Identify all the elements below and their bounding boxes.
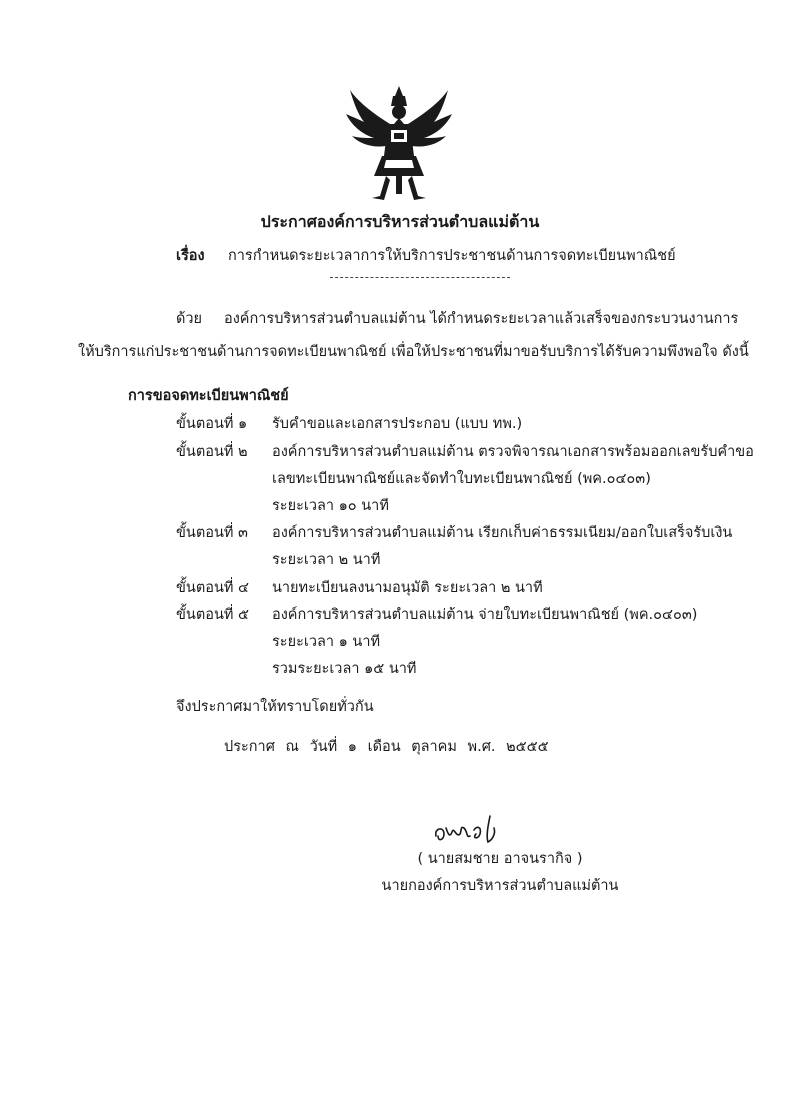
step-2-line-2: เลขทะเบียนพาณิชย์และจัดทำใบทะเบียนพาณิชย์ (พค.๐๔๐๓) xyxy=(272,471,651,487)
dashed-divider xyxy=(330,277,510,278)
closing-statement: จึงประกาศมาให้ทราบโดยทั่วกัน xyxy=(176,699,374,715)
step-2-line-3: ระยะเวลา ๑๐ นาที xyxy=(272,498,389,514)
subject-line xyxy=(176,244,676,267)
garuda-emblem-icon xyxy=(344,84,454,202)
step-5-line-1: องค์การบริหารส่วนตำบลแม่ต้าน จ่ายใบทะเบียนพาณิชย์ (พค.๐๔๐๓) xyxy=(272,607,698,623)
step-3-line-2: ระยะเวลา ๒ นาที xyxy=(272,552,381,568)
step-1-label: ขั้นตอนที่ ๑ xyxy=(176,416,248,432)
announcement-date: ประกาศ ณ วันที่ ๑ เดือน ตุลาคม พ.ศ. ๒๕๕๕ xyxy=(224,739,549,755)
intro-line-1-text: องค์การบริหารส่วนตำบลแม่ต้าน ได้กำหนดระยะเวลาแล้วเสร็จของกระบวนงานการ xyxy=(224,311,739,327)
subject-label: เรื่อง xyxy=(176,248,205,264)
step-5-line-3: รวมระยะเวลา ๑๕ นาที xyxy=(272,661,417,677)
step-4-line-1: นายทะเบียนลงนามอนุมัติ ระยะเวลา ๒ นาที xyxy=(272,580,543,596)
step-2-label: ขั้นตอนที่ ๒ xyxy=(176,444,248,460)
handwritten-signature xyxy=(430,808,530,848)
step-5-label: ขั้นตอนที่ ๕ xyxy=(176,607,250,623)
step-3-line-1: องค์การบริหารส่วนตำบลแม่ต้าน เรียกเก็บค่าธรรมเนียม/ออกใบเสร็จรับเงิน xyxy=(272,525,733,541)
intro-lead-word: ด้วย xyxy=(176,311,203,327)
signer-position: นายกองค์การบริหารส่วนตำบลแม่ต้าน xyxy=(381,878,619,894)
step-4-label: ขั้นตอนที่ ๔ xyxy=(176,580,250,596)
step-5-line-2: ระยะเวลา ๑ นาที xyxy=(272,634,381,650)
intro-line-1 xyxy=(176,307,738,330)
step-1-line-1: รับคำขอและเอกสารประกอบ (แบบ ทพ.) xyxy=(272,416,523,432)
signer-name: ( นายสมชาย อาจนรากิจ ) xyxy=(417,851,583,867)
section-title: การขอจดทะเบียนพาณิชย์ xyxy=(128,388,289,404)
step-3-label: ขั้นตอนที่ ๓ xyxy=(176,525,248,541)
step-2-line-1: องค์การบริหารส่วนตำบลแม่ต้าน ตรวจพิจารณาเอกสารพร้อมออกเลขรับคำขอ xyxy=(272,444,754,460)
announcement-title: ประกาศองค์การบริหารส่วนตำบลแม่ต้าน xyxy=(260,212,540,231)
subject-text: การกำหนดระยะเวลาการให้บริการประชาชนด้านการจดทะเบียนพาณิชย์ xyxy=(228,248,676,264)
intro-line-2: ให้บริการแก่ประชาชนด้านการจดทะเบียนพาณิชย์ เพื่อให้ประชาชนที่มาขอรับบริการได้รับความพึงพอใจ ดังนี้ xyxy=(78,344,749,360)
